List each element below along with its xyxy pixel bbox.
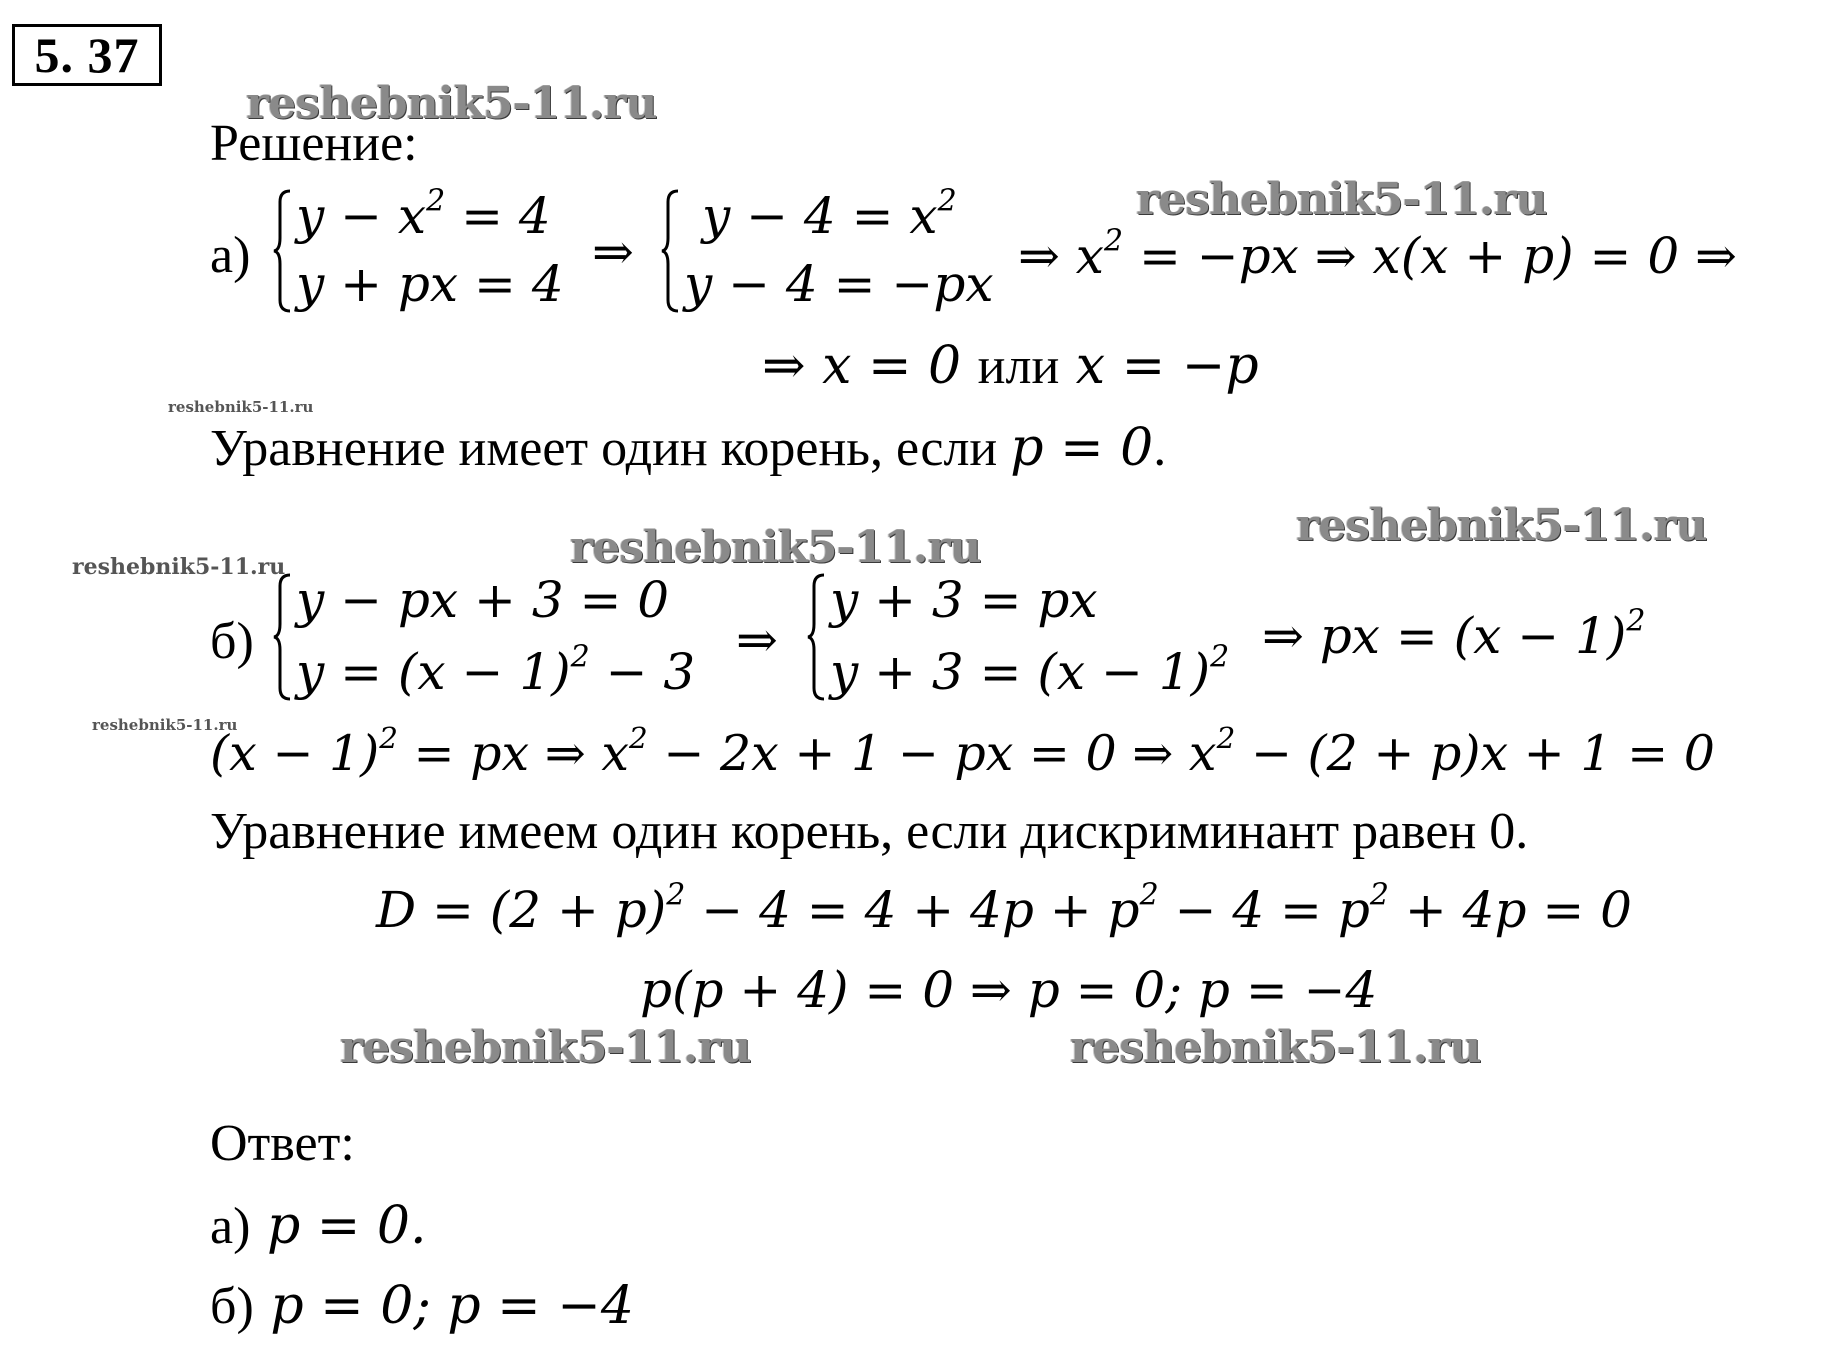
- watermark-small: reshebnik5-11.ru: [92, 716, 238, 734]
- answer-b: б) p = 0; p = −4: [210, 1276, 634, 1336]
- part-a-derivation: ⇒ $x^2 = -px$ ⇒ x(x + p) = 0 ⇒: [1018, 223, 1737, 285]
- implies-arrow: ⇒: [736, 611, 778, 669]
- equation: $y - x^2 = 4$: [296, 183, 551, 245]
- roots: p(p + 4) = 0 ⇒ p = 0; p = −4: [640, 961, 1378, 1019]
- equation: y − px + 3 = 0: [296, 571, 670, 629]
- equation: y − 4 = −px: [684, 255, 994, 313]
- part-b-equation: $(x - 1)^2$ = px ⇒ $x^2 - 2x + 1$ − px = 0 ⇒ $x^2 - (2 + p)x + 1 = 0$: [210, 720, 1715, 782]
- watermark: reshebnik5-11.ru: [1136, 174, 1547, 225]
- implies-arrow: ⇒: [592, 223, 634, 281]
- part-a-system-1: [272, 183, 592, 314]
- equation: y + px = 4: [296, 255, 564, 313]
- equation: $y + 3 = (x - 1)^2$: [830, 639, 1230, 701]
- part-b-system-1: [272, 572, 722, 702]
- brace-icon: [660, 188, 680, 314]
- equation: y + 3 = px: [830, 571, 1098, 629]
- equation: $y - 4 = x^2$: [702, 183, 957, 245]
- answer-label: Ответ:: [210, 1115, 355, 1172]
- part-a-label: а): [210, 227, 251, 284]
- brace-icon: [272, 188, 292, 314]
- brace-icon: [272, 572, 292, 702]
- watermark: reshebnik5-11.ru: [1070, 1022, 1481, 1073]
- equation: $y = (x - 1)^2 - 3$: [296, 639, 696, 701]
- watermark: reshebnik5-11.ru: [570, 522, 981, 573]
- discriminant: $D = (2 + p)^2 - 4 = 4 + 4p + p^2 - 4 = p^2 + 4p = 0$: [376, 877, 1632, 939]
- part-b-label: б): [210, 613, 254, 670]
- watermark: reshebnik5-11.ru: [1296, 500, 1707, 551]
- brace-icon: [806, 572, 826, 702]
- watermark-small: reshebnik5-11.ru: [168, 398, 314, 416]
- part-b-derivation: ⇒ px = $(x - 1)^2$: [1262, 603, 1646, 665]
- part-b-statement: Уравнение имеем один корень, если дискриминант равен 0.: [210, 803, 1529, 860]
- part-a-roots: ⇒ x = 0 или x = −p: [762, 336, 1259, 396]
- part-b-system-2: [806, 572, 1256, 702]
- part-a-system-2: [660, 183, 1010, 314]
- problem-number: 5. 37: [12, 24, 162, 86]
- watermark: reshebnik5-11.ru: [246, 78, 657, 129]
- watermark: reshebnik5-11.ru: [340, 1022, 751, 1073]
- part-a-conclusion: Уравнение имеет один корень, если p = 0.: [210, 418, 1167, 478]
- solution-label: Решение:: [210, 115, 418, 172]
- answer-a: а) p = 0.: [210, 1196, 427, 1256]
- watermark-small: reshebnik5-11.ru: [72, 554, 286, 580]
